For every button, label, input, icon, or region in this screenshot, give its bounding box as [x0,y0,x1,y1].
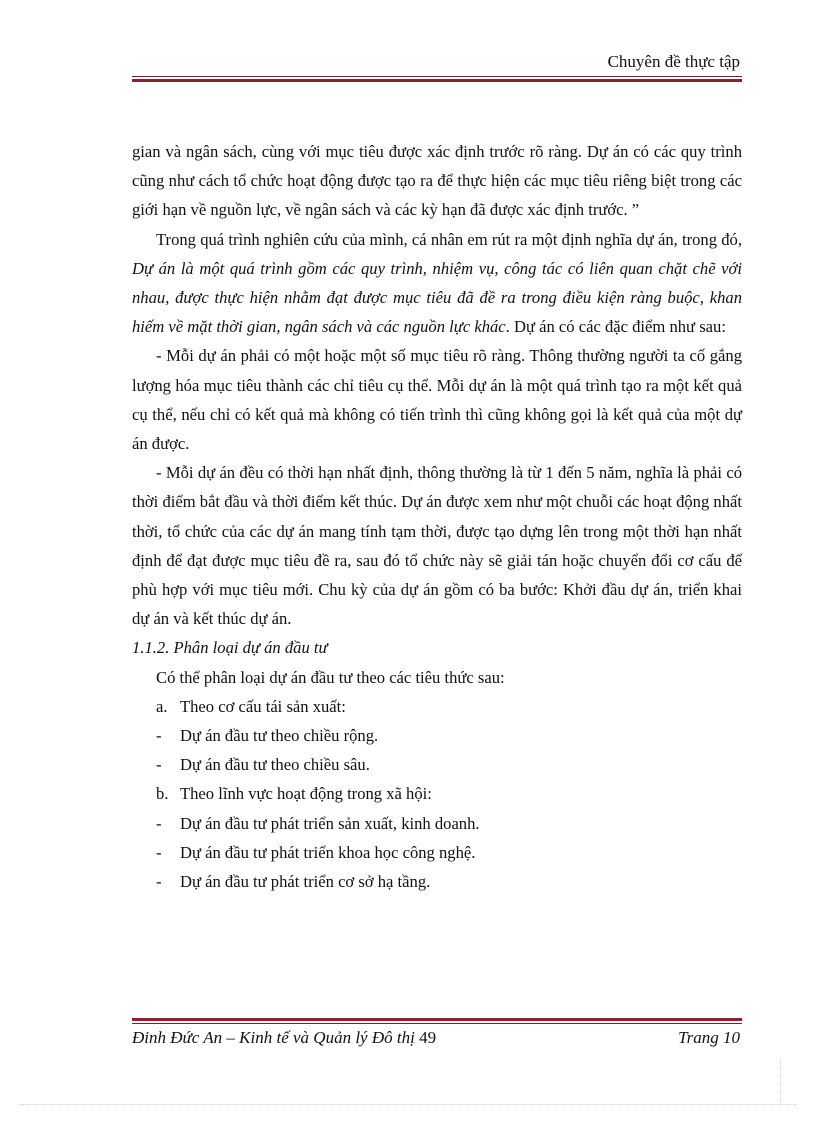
page-number: Trang 10 [678,1028,740,1047]
paragraph-2-start: Trong quá trình nghiên cứu của mình, cá nhân em rút ra một định nghĩa dự án, trong đó, [156,229,742,249]
list-text: Dự án đầu tư phát triển khoa học công nghệ. [180,842,476,862]
list-text: Dự án đầu tư theo chiều rộng. [180,726,379,746]
page-edge-guide [20,1104,796,1105]
footer-class-number: 49 [419,1028,437,1047]
body-text [132,137,742,896]
list-item [132,779,742,808]
list-text: Dự án đầu tư theo chiều sâu. [180,755,370,775]
list-item [132,838,742,867]
list-marker: - [156,755,162,775]
list-text: Theo cơ cấu tái sản xuất: [180,696,346,716]
list-marker: - [156,726,162,746]
list-item [132,721,742,750]
list-item [132,692,742,721]
list-item [132,750,742,779]
definition-italic: Dự án là một quá trình gồm các quy trình, nhiệm vụ, công tác có liên quan chặt chẽ với nhau, được thực hiện nhằm đạt được mục tiêu đã đề ra trong điều kiện ràng buộc, khan hiếm về mặt thời gian, ngân sách và các nguồn lực khác [132,258,742,337]
list-marker: - [156,842,162,862]
paragraph-2 [132,225,742,342]
bullet-paragraph-2: - Mỗi dự án đều có thời hạn nhất định, thông thường là từ 1 đến 5 năm, nghĩa là phải có thời điểm bắt đầu và thời điểm kết thúc. Dự án được xem như một chuỗi các hoạt động nhất thời, tổ chức của các dự án mang tính tạm thời, được tạo dựng lên trong một thời hạn nhất định để đạt được mục tiêu đề ra, sau đó tổ chức này sẽ giải tán hoặc chuyển đổi cơ cấu để phù hợp với mục tiêu mới. Chu kỳ của dự án gồm có ba bước: Khởi đầu dự án, triển khai dự án và kết thúc dự án. [132,463,742,629]
list-item [132,809,742,838]
paragraph-1: gian và ngân sách, cùng với mục tiêu được xác định trước rõ ràng. Dự án có các quy trình cũng như cách tổ chức hoạt động được tạo ra để thực hiện các mục tiêu riêng biệt trong các giới hạn về nguồn lực, về ngân sách và các kỳ hạn đã được xác định trước. ” [132,142,742,220]
list-text: Theo lĩnh vực hoạt động trong xã hội: [180,784,432,804]
section-heading: 1.1.2. Phân loại dự án đầu tư [132,638,328,658]
list-marker: a. [156,696,168,716]
header-rule [132,76,742,82]
header-title: Chuyên đề thực tập [607,52,740,71]
list-text: Dự án đầu tư phát triển cơ sở hạ tầng. [180,872,431,892]
page-corner-guide [780,1060,781,1104]
paragraph-2-end: . Dự án có các đặc điểm như sau: [505,317,726,337]
footer-rule [132,1018,742,1024]
list-lead: Có thể phân loại dự án đầu tư theo các tiêu thức sau: [156,667,505,687]
list-marker: - [156,872,162,892]
list-marker: b. [156,784,169,804]
footer-author [132,1028,436,1048]
list-marker: - [156,813,162,833]
list-item [132,867,742,896]
list-text: Dự án đầu tư phát triển sản xuất, kinh doanh. [180,813,480,833]
footer-author-text: Đinh Đức An – Kinh tế và Quản lý Đô thị [132,1028,420,1047]
bullet-paragraph-1: - Mỗi dự án phải có một hoặc một số mục tiêu rõ ràng. Thông thường người ta cố gắng lượng hóa mục tiêu thành các chỉ tiêu cụ thể. Mỗi dự án là một quá trình tạo ra một kết quả cụ thể, nếu chỉ có kết quả mà không có tiến trình thì cũng không gọi là kết quả của một dự án được. [132,346,742,454]
